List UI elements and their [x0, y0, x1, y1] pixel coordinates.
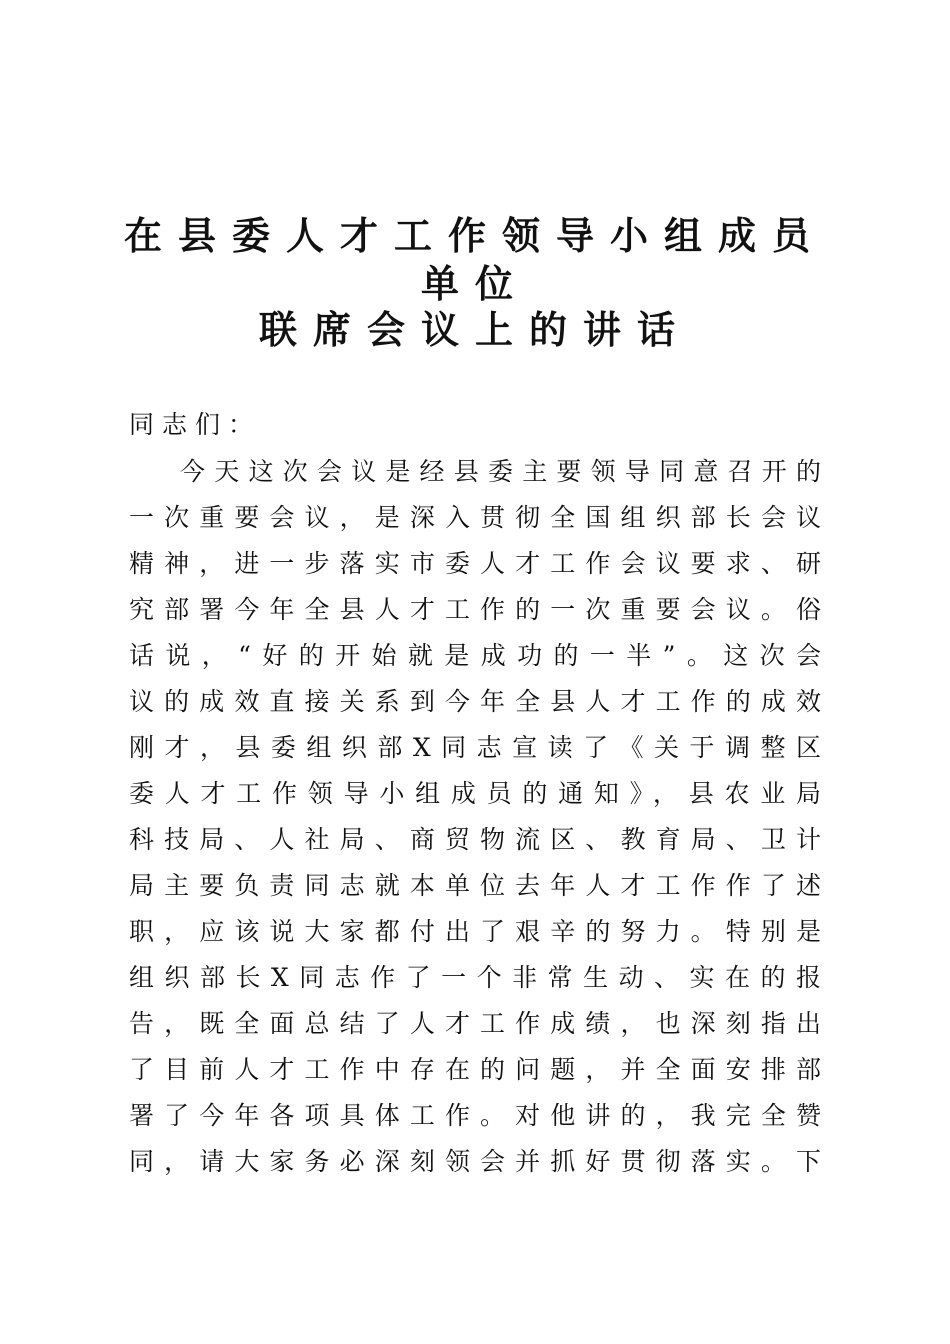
title-line-1: 在县委人才工作领导小组成员 — [123, 213, 826, 258]
title-line-2: 单位 — [420, 261, 529, 306]
body-line: 一次重要会议，是深入贯彻全国组织部长会议 — [129, 503, 821, 532]
body-line: 今天这次会议是经县委主要领导同意召开的 — [180, 457, 821, 486]
body-line: 议的成效直接关系到今年全县人才工作的成效 — [129, 687, 821, 716]
body-line: 话说，“好的开始就是成功的一半”。这次会 — [129, 641, 821, 670]
title-line-3: 联席会议上的讲话 — [258, 307, 691, 352]
body-line: 同，请大家务必深刻领会并抓好贯彻落实。下 — [129, 1147, 821, 1176]
body-line: 了目前人才工作中存在的问题，并全面安排部 — [129, 1055, 821, 1084]
body-line: 委人才工作领导小组成员的通知》，县农业局 — [129, 779, 821, 808]
body-line: 究部署今年全县人才工作的一次重要会议。俗 — [129, 595, 821, 624]
body-line: 局主要负责同志就本单位去年人才工作作了述 — [129, 871, 821, 900]
body-line: 告，既全面总结了人才工作成绩，也深刻指出 — [129, 1009, 821, 1038]
body-line: 刚才，县委组织部X同志宣读了《关于调整区 — [129, 733, 821, 762]
body-line: 职，应该说大家都付出了艰辛的努力。特别是 — [129, 917, 821, 946]
body-line: 署了今年各项具体工作。对他讲的，我完全赞 — [129, 1101, 821, 1130]
salutation: 同志们： — [129, 410, 262, 439]
body-line: 组织部长X同志作了一个非常生动、实在的报 — [129, 963, 821, 992]
body-line: 精神，进一步落实市委人才工作会议要求、研 — [129, 549, 821, 578]
body-line: 科技局、人社局、商贸物流区、教育局、卫计 — [129, 825, 821, 854]
